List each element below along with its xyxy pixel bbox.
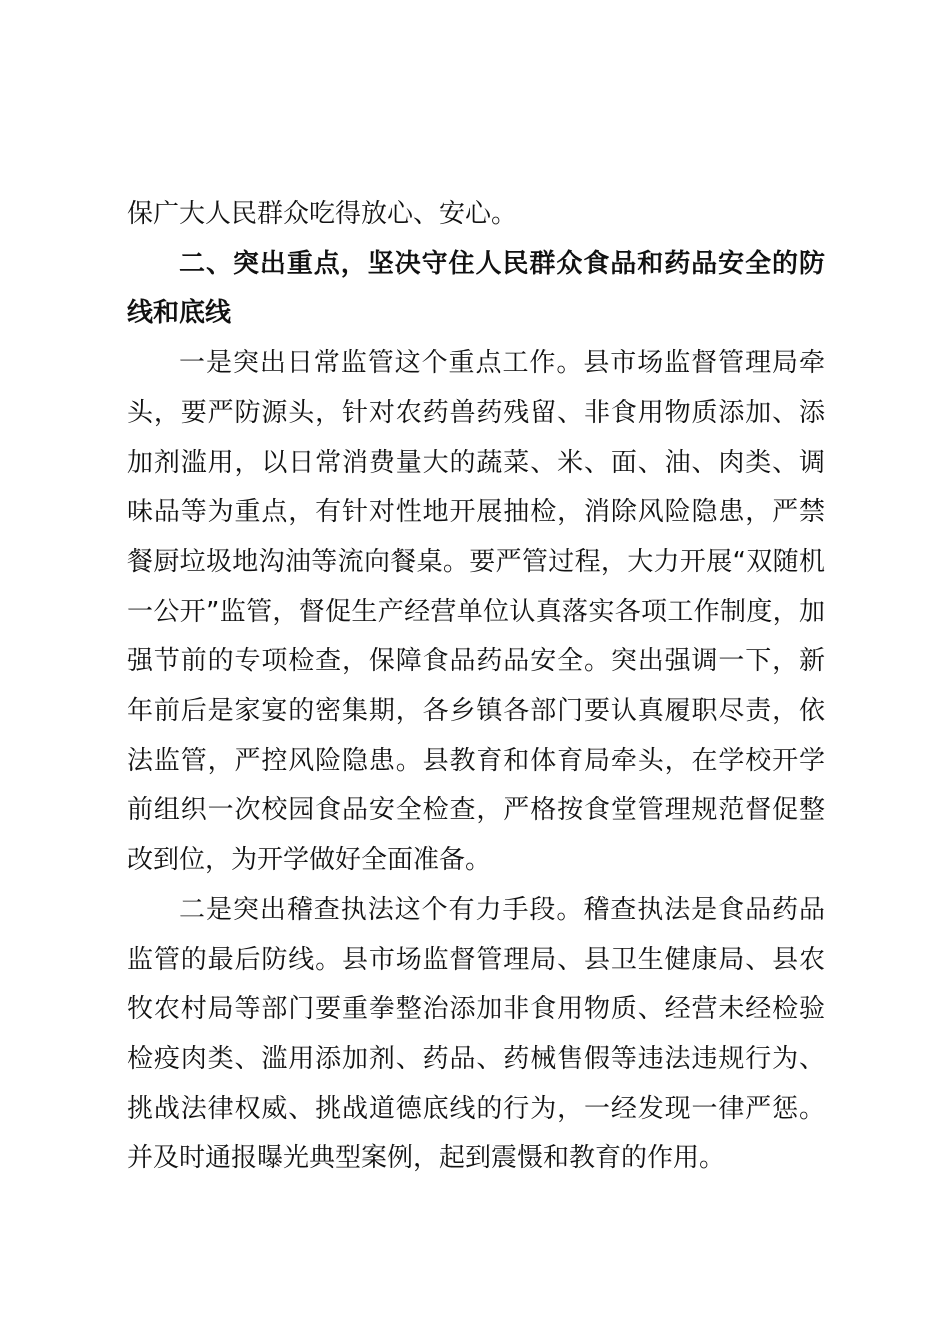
document-body <box>127 190 825 1184</box>
continuation-paragraph: 保广大人民群众吃得放心、安心。 <box>127 199 518 229</box>
section-heading: 二、突出重点，坚决守住人民群众食品和药品安全的防线和底线 <box>127 248 825 329</box>
body-paragraph-daily-supervision: 一是突出日常监管这个重点工作。县市场监督管理局牵头，要严防源头，针对农药兽药残留、非食用物质添加、添加剂滥用，以日常消费量大的蔬菜、米、面、油、肉类、调味品等为重点，有针对性地开展抽检，消除风险隐患，严禁餐厨垃圾地沟油等流向餐桌。要严管过程，大力开展“双随机一公开”监管，督促生产经营单位认真落实各项工作制度，加强节前的专项检查，保障食品药品安全。突出强调一下，新年前后是家宴的密集期，各乡镇各部门要认真履职尽责，依法监管，严控风险隐患。县教育和体育局牵头，在学校开学前组织一次校园食品安全检查，严格按食堂管理规范督促整改到位，为开学做好全面准备。 <box>127 348 825 876</box>
body-paragraph-inspection-enforcement: 二是突出稽查执法这个有力手段。稽查执法是食品药品监管的最后防线。县市场监督管理局、县卫生健康局、县农牧农村局等部门要重拳整治添加非食用物质、经营未经检验检疫肉类、滥用添加剂、药品、药械售假等违法违规行为、挑战法律权威、挑战道德底线的行为，一经发现一律严惩。并及时通报曝光典型案例，起到震慑和教育的作用。 <box>127 894 825 1174</box>
